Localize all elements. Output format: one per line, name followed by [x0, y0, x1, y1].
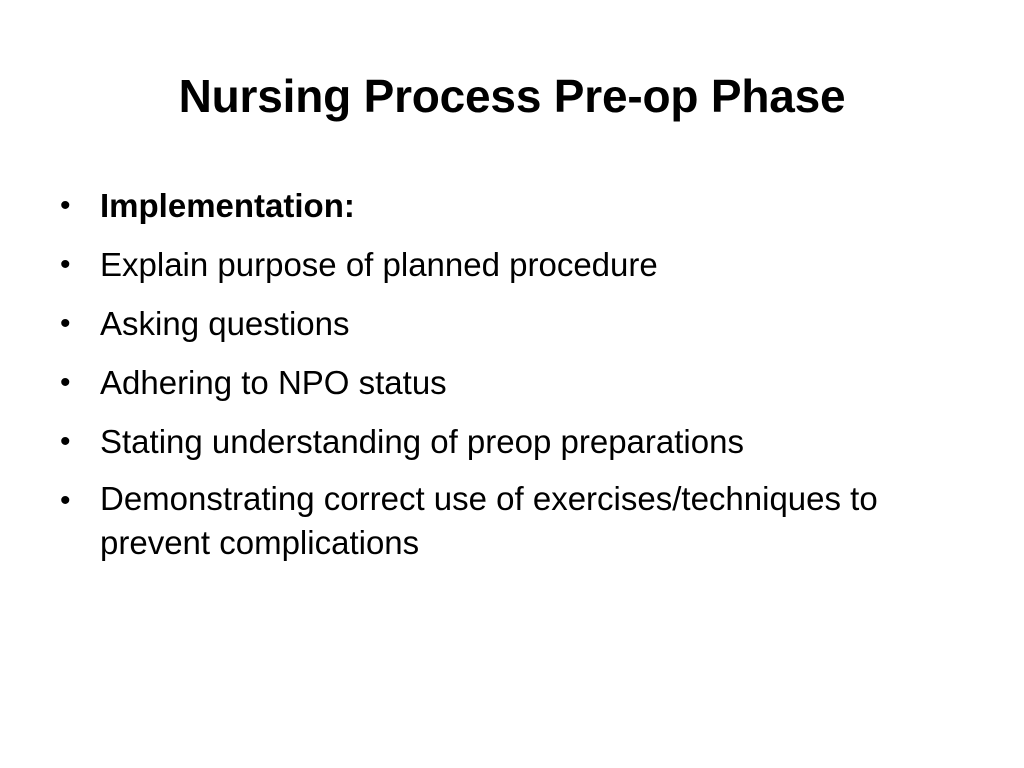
bullet-item-asking-questions	[58, 300, 988, 348]
bullet-item-npo-status	[58, 359, 988, 407]
bullet-text: Implementation:	[100, 187, 355, 224]
bullet-text: Asking questions	[100, 305, 350, 342]
bullet-list	[58, 182, 988, 576]
bullet-dot-icon: •	[60, 366, 71, 399]
bullet-item-explain-purpose	[58, 241, 988, 289]
bullet-item-implementation	[58, 182, 988, 230]
bullet-text: Stating understanding of preop preparations	[100, 423, 744, 460]
slide-title: Nursing Process Pre-op Phase	[178, 70, 846, 122]
bullet-dot-icon: •	[60, 425, 71, 458]
bullet-dot-icon: •	[60, 307, 71, 340]
bullet-dot-icon: •	[60, 189, 71, 222]
bullet-item-exercises-techniques	[58, 477, 988, 565]
bullet-dot-icon: •	[60, 248, 71, 281]
bullet-text: Adhering to NPO status	[100, 364, 447, 401]
bullet-text: Explain purpose of planned procedure	[100, 246, 658, 283]
bullet-text: Demonstrating correct use of exercises/techniques to prevent complications	[100, 480, 878, 561]
bullet-dot-icon: •	[60, 484, 71, 517]
bullet-item-preop-preparations	[58, 418, 988, 466]
